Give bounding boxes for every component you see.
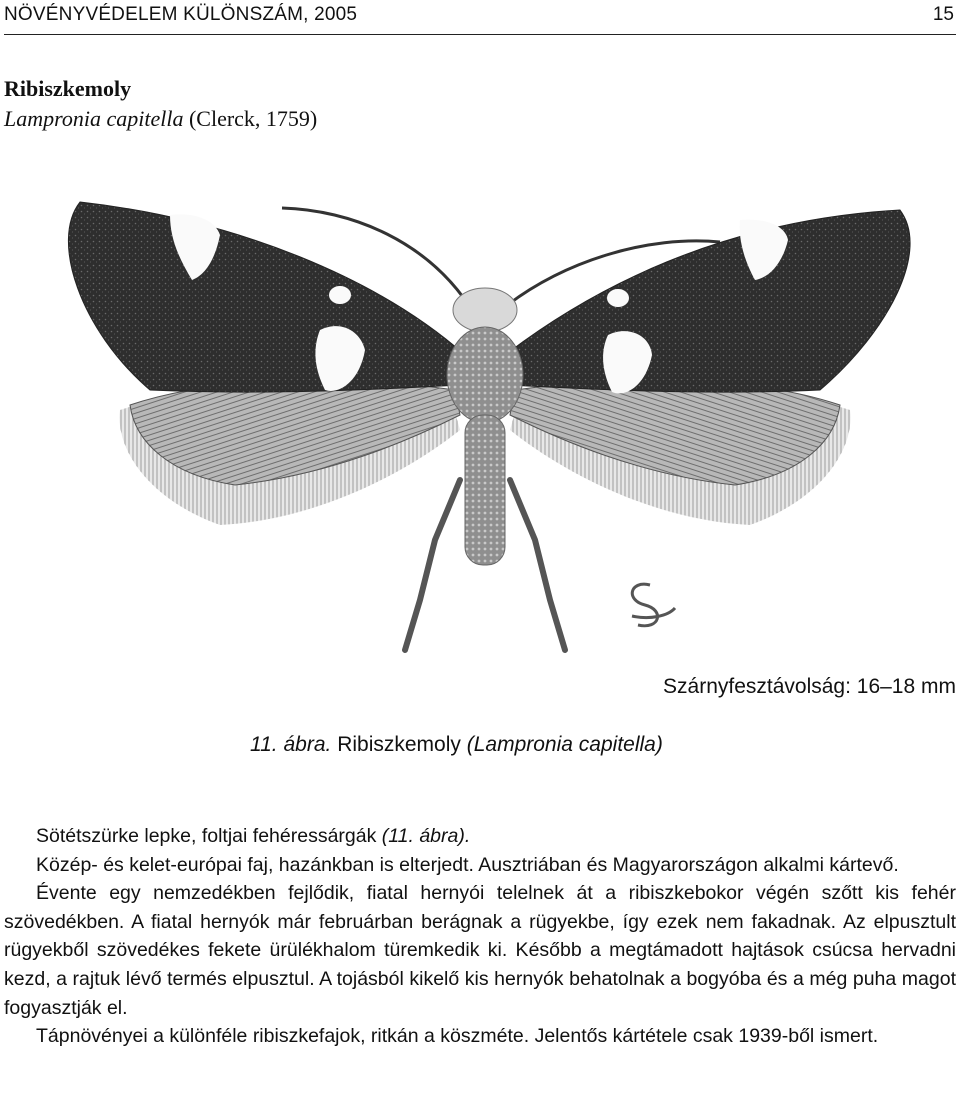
- page-number: 15: [932, 4, 954, 25]
- wingspan-label: Szárnyfesztávolság: 16–18 mm: [663, 675, 956, 698]
- species-common-name: Ribiszkemoly: [4, 76, 132, 101]
- moth-thorax: [447, 327, 523, 423]
- left-wing-spot-2: [329, 286, 351, 304]
- artist-signature: [632, 584, 675, 626]
- moth-head: [453, 288, 517, 332]
- caption-latin: (Lampronia capitella): [466, 733, 663, 756]
- right-forewing: [505, 210, 910, 392]
- species-latin-name: Lampronia capitella: [4, 106, 184, 131]
- species-authority: (Clerck, 1759): [188, 106, 318, 131]
- caption-name: Ribiszkemoly: [337, 733, 461, 756]
- moth-illustration: [20, 180, 950, 670]
- species-scientific-name: [4, 106, 317, 132]
- right-leg: [510, 480, 565, 650]
- moth-figure: [20, 180, 950, 670]
- figure-caption: [250, 733, 663, 757]
- paragraph-1: [4, 822, 956, 851]
- body-text: [4, 822, 956, 1051]
- paragraph-4: Tápnövényei a különféle ribiszkefajok, ritkán a köszméte. Jelentős kártétele csak 1939-ből ismert.: [36, 1025, 879, 1048]
- journal-title: NÖVÉNYVÉDELEM KÜLÖNSZÁM, 2005: [4, 4, 358, 25]
- paragraph-1-figure-ref: (11. ábra).: [381, 825, 471, 847]
- paragraph-2: Közép- és kelet-európai faj, hazánkban is elterjedt. Ausztriában és Magyarországon alkalmi kártevő.: [36, 853, 899, 876]
- right-wing-spot-2: [607, 289, 629, 307]
- left-leg: [405, 480, 460, 650]
- left-forewing: [68, 202, 465, 392]
- paragraph-1-text: Sötétszürke lepke, foltjai fehéressárgák: [36, 825, 382, 847]
- paragraph-3: Évente egy nemzedékben fejlődik, fiatal hernyói telelnek át a ribiszkebokor végén szőtt kis fehér szövedékben. A fiatal hernyók már februárban berágnak a rügyekbe, így ezek nem fakadnak. Az elpusztult rügyekből szövedékes fekete ürülékhalom türemkedik ki. Később a megtámadott hajtások csúcsa hervadni kezd, a rajtuk lévő termés elpusztul. A tojásból kikelő kis hernyók behatolnak a bogyóba és a még puha magot fogyasztják el.: [4, 882, 956, 1019]
- page-header: [4, 4, 956, 35]
- moth-abdomen: [465, 415, 505, 565]
- caption-number: 11. ábra.: [250, 733, 332, 756]
